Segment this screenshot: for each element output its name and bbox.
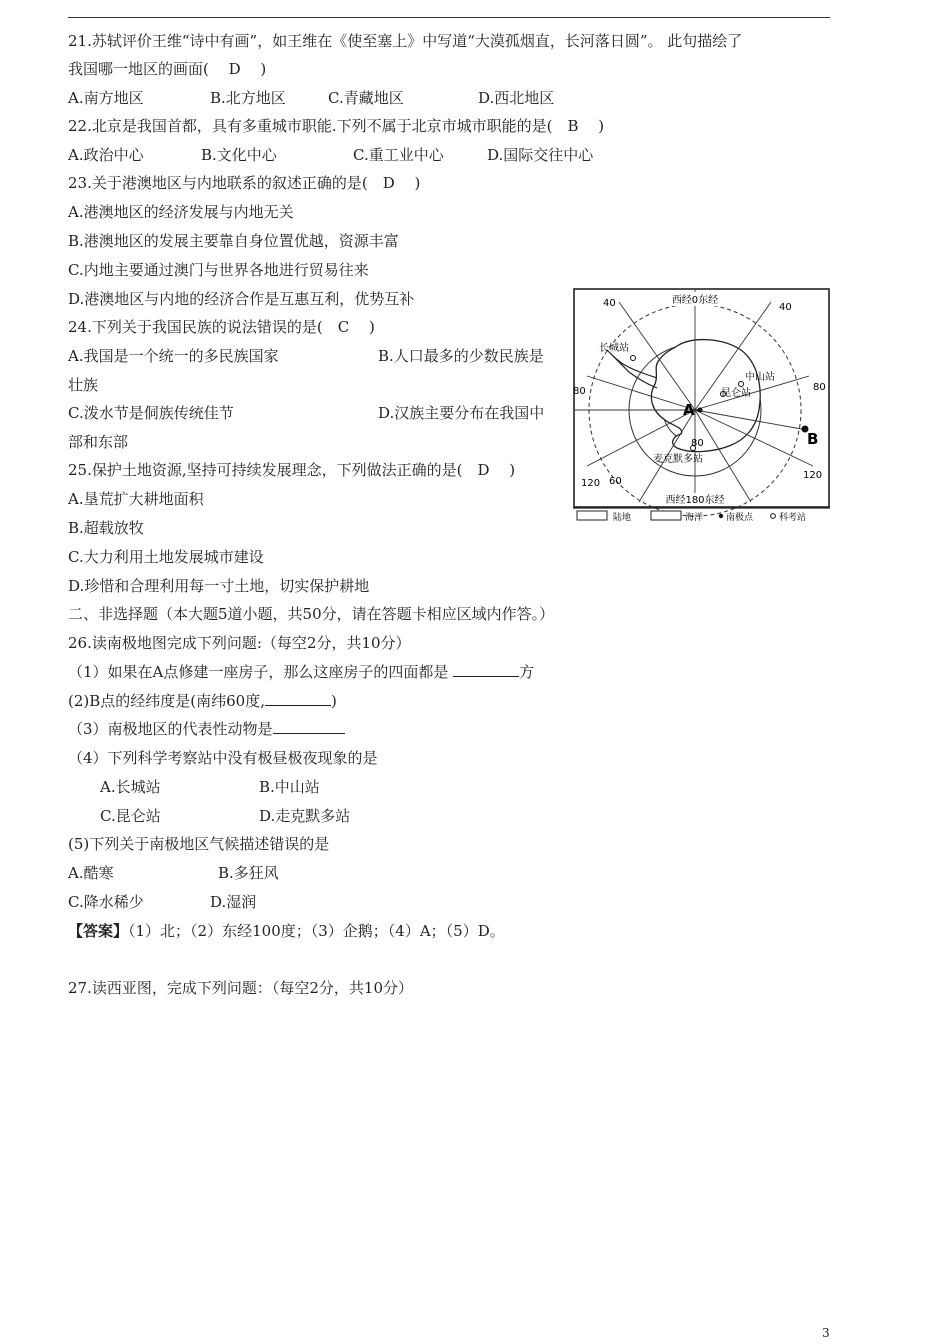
q25-option-b: B.超载放牧: [68, 519, 144, 537]
map-label-bottom: 西经180东经: [665, 495, 725, 506]
q26-sub4: （4）下列科学考察站中没有极昼极夜现象的是: [68, 749, 378, 767]
q26-sub4-option-a: A.长城站: [100, 778, 161, 796]
legend-pole-label: 南极点: [726, 513, 754, 522]
q21-stem-line2: 我国哪一地区的画面( D ): [68, 60, 267, 78]
changcheng-station-marker: [631, 356, 636, 361]
legend-pole-icon: [719, 514, 723, 518]
mcmurdo-station-label: 麦克默多站: [653, 454, 703, 465]
q26-sub1-blank[interactable]: [453, 662, 519, 677]
q22-option-a: A.政治中心: [68, 146, 144, 164]
page-number: 3: [822, 1326, 830, 1340]
map-label-40-right: 40: [779, 302, 792, 313]
q25-option-d: D.珍惜和合理利用每一寸土地，切实保护耕地: [68, 577, 370, 595]
q26-sub2-suffix: ): [330, 692, 337, 710]
header-rule: [68, 17, 830, 18]
zhongshan-station-label: 中山站: [745, 372, 775, 383]
q22-option-c: C.重工业中心: [353, 146, 444, 164]
map-label-120-left: 120: [581, 478, 601, 489]
answer-label: 【答案】: [68, 922, 129, 940]
legend-station-icon: [771, 514, 776, 519]
q25-option-a: A.垦荒扩大耕地面积: [68, 490, 204, 508]
q23-stem: 23.关于港澳地区与内地联系的叙述正确的是( D ): [68, 174, 421, 192]
q25-option-c: C.大力利用土地发展城市建设: [68, 548, 264, 566]
map-label-80-center: 80: [691, 438, 704, 449]
q22-stem: 22.北京是我国首都，具有多重城市职能.下列不属于北京市城市职能的是( B ): [68, 117, 605, 135]
q27-stem: 27.读西亚图，完成下列问题：（每空2分，共10分）: [68, 979, 413, 997]
q24-stem: 24.下列关于我国民族的说法错误的是( C ): [68, 318, 375, 336]
q21-stem-line1: 21.苏轼评价王维“诗中有画”，如王维在《使至塞上》中写道“大漠孤烟直，长河落日圆”。 此句描绘了: [68, 32, 743, 50]
q24-option-b: B.人口最多的少数民族是: [378, 347, 544, 365]
q22-option-b: B.文化中心: [201, 146, 277, 164]
map-label-80-right: 80: [813, 382, 826, 393]
q21-option-a: A.南方地区: [68, 89, 144, 107]
q26-sub5-option-b: B.多狂风: [218, 864, 279, 882]
antarctica-map: [573, 288, 830, 522]
kunlun-station-label: 昆仑站: [721, 388, 751, 399]
q26-sub2-blank[interactable]: [265, 691, 331, 706]
map-label-120-right: 120: [803, 470, 823, 481]
map-label-top: 西经0东经: [671, 295, 719, 306]
q26-sub1: [68, 662, 534, 682]
q26-sub5-option-a: A.酷寒: [68, 864, 114, 882]
q23-option-a: A.港澳地区的经济发展与内地无关: [68, 203, 294, 221]
q26-sub3: [68, 719, 345, 739]
q23-option-b: B.港澳地区的发展主要靠自身位置优越，资源丰富: [68, 232, 399, 250]
changcheng-station-label: 长城站: [599, 343, 629, 354]
q26-answer: [68, 921, 505, 941]
q26-sub5-option-d: D.湿润: [210, 893, 257, 911]
legend-ocean-swatch: [651, 511, 681, 520]
q24-option-d: D.汉族主要分布在我国中: [378, 404, 545, 422]
map-label-40-left: 40: [603, 298, 616, 309]
q24-option-b-cont: 壮族: [68, 376, 99, 394]
q25-stem: 25.保护土地资源,坚持可持续发展理念，下列做法正确的是( D ): [68, 461, 516, 479]
q26-sub1-text: （1）如果在A点修建一座房子，那么这座房子的四面都是: [68, 663, 454, 681]
q26-sub4-option-d: D.走克默多站: [259, 807, 351, 825]
legend-ocean-label: 海洋: [685, 513, 704, 522]
q26-sub2-text: (2)B点的经纬度是(南纬60度,: [68, 692, 265, 710]
q24-option-c: C.泼水节是侗族传统佳节: [68, 404, 234, 422]
q26-sub4-option-c: C.昆仑站: [100, 807, 161, 825]
legend-station-label: 科考站: [779, 513, 807, 522]
section-2-heading: 二、非选择题（本大题5道小题，共50分，请在答题卡相应区域内作答。）: [68, 605, 555, 623]
map-point-a: A: [683, 401, 695, 419]
zhongshan-station-marker: [739, 382, 744, 387]
q26-sub3-blank[interactable]: [273, 719, 345, 734]
q21-option-c: C.青藏地区: [328, 89, 404, 107]
antarctica-map-figure: [573, 288, 830, 522]
q26-sub1-suffix: 方: [519, 663, 535, 681]
q26-sub5: (5)下列关于南极地区气候描述错误的是: [68, 835, 330, 853]
q22-option-d: D.国际交往中心: [487, 146, 594, 164]
legend-land-swatch: [577, 511, 607, 520]
q26-sub2: [68, 691, 337, 711]
map-label-60: 60: [609, 476, 622, 487]
q21-option-d: D.西北地区: [478, 89, 555, 107]
legend-land-label: 陆地: [613, 513, 632, 522]
q24-option-d-cont: 部和东部: [68, 433, 129, 451]
south-pole-dot: [698, 408, 703, 413]
q24-option-a: A.我国是一个统一的多民族国家: [68, 347, 279, 365]
q23-option-c: C.内地主要通过澳门与世界各地进行贸易往来: [68, 261, 369, 279]
q23-option-d: D.港澳地区与内地的经济合作是互惠互利，优势互补: [68, 290, 415, 308]
q26-stem: 26.读南极地图完成下列问题:（每空2分，共10分）: [68, 634, 411, 652]
q26-sub4-option-b: B.中山站: [259, 778, 320, 796]
map-point-b: B: [807, 430, 819, 448]
q26-sub3-text: （3）南极地区的代表性动物是: [68, 720, 273, 738]
map-label-80-left: 80: [573, 386, 586, 397]
q26-sub5-option-c: C.降水稀少: [68, 893, 144, 911]
answer-text: （1）北；（2）东经100度；（3）企鹅；（4）A；（5）D。: [128, 922, 505, 940]
q21-option-b: B.北方地区: [210, 89, 286, 107]
